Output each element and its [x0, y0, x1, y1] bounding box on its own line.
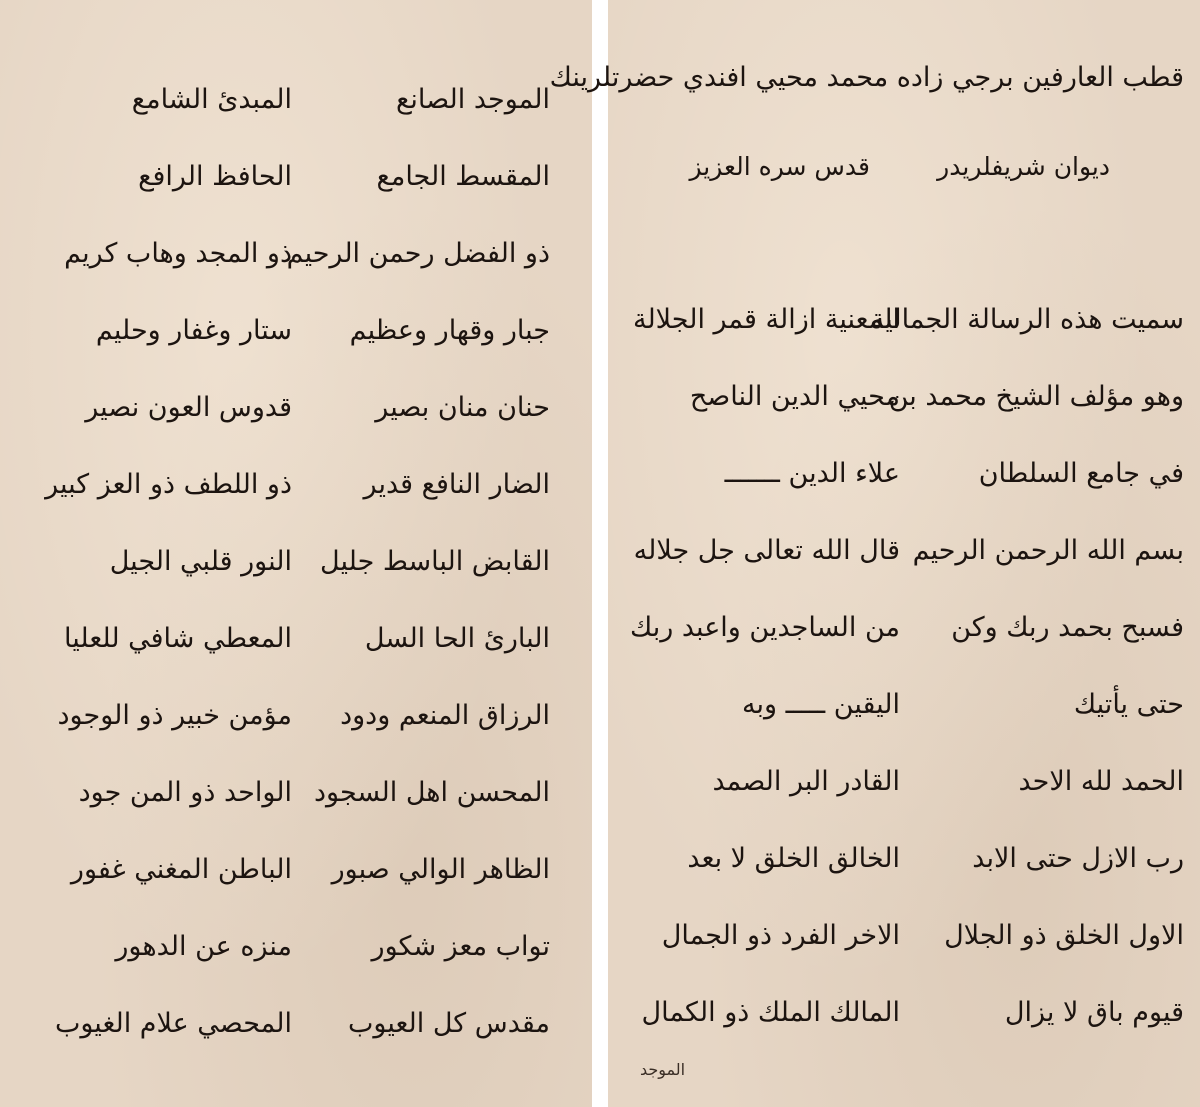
verse-line: [0, 994, 592, 1054]
second-hemistich: ذو اللطف ذو العز كبير: [45, 469, 292, 500]
verse-line: [0, 301, 592, 361]
second-hemistich: المبدئ الشامع: [131, 84, 292, 115]
second-hemistich: المحصي علام الغيوب: [54, 1008, 292, 1039]
first-hemistich: الاول الخلق ذو الجلال: [944, 920, 1184, 951]
second-hemistich: القادر البر الصمد: [712, 766, 900, 797]
manuscript-subtitle-divan: ديوان شريفلريدر: [937, 152, 1110, 181]
verse-line: [608, 598, 1200, 658]
right-manuscript-page: [549, 0, 1200, 1107]
verse-line: [608, 752, 1200, 812]
verse-line: [608, 444, 1200, 504]
verse-line: [0, 147, 592, 207]
verse-line: [608, 290, 1200, 350]
verse-line: [608, 829, 1200, 889]
first-hemistich: المحسن اهل السجود: [314, 777, 550, 808]
first-hemistich: جبار وقهار وعظيم: [349, 315, 550, 346]
second-hemistich: مؤمن خبير ذو الوجود: [57, 700, 292, 731]
first-hemistich: الموجد الصانع: [396, 84, 550, 115]
catchword: الموجد: [640, 1060, 686, 1079]
first-hemistich: تواب معز شكور: [371, 931, 550, 962]
second-hemistich: المالك الملك ذو الكمال: [641, 997, 900, 1028]
verse-line: [0, 763, 592, 823]
verse-line: [0, 917, 592, 977]
page-gutter: [592, 0, 608, 1107]
verse-line: [0, 840, 592, 900]
second-hemistich: قال الله تعالى جل جلاله: [633, 535, 900, 566]
first-hemistich: بسم الله الرحمن الرحيم: [912, 535, 1184, 566]
first-hemistich: الضار النافع قدير: [363, 469, 550, 500]
first-hemistich: سميت هذه الرسالة الجمالية: [870, 304, 1184, 335]
second-hemistich: الخالق الخلق لا بعد: [687, 843, 900, 874]
second-hemistich: ستار وغفار وحليم: [95, 315, 292, 346]
second-hemistich: الواحد ذو المن جود: [78, 777, 292, 808]
verse-line: [608, 906, 1200, 966]
first-hemistich: الحمد لله الاحد: [1018, 766, 1184, 797]
first-hemistich: ذو الفضل رحمن الرحيم: [286, 238, 550, 269]
second-hemistich: محيي الدين الناصح: [689, 381, 900, 412]
verse-line: [608, 675, 1200, 735]
manuscript-title: قطب العارفين برجي زاده محمد محيي افندي حضرتلرينك: [549, 62, 1184, 93]
left-manuscript-page: [0, 0, 592, 1107]
verse-line: [0, 455, 592, 515]
first-hemistich: قيوم باق لا يزال: [1004, 997, 1184, 1028]
verse-line: [608, 367, 1200, 427]
second-hemistich: منزه عن الدهور: [115, 931, 292, 962]
first-hemistich: وهو مؤلف الشيخ محمد بن: [888, 381, 1184, 412]
manuscript-subtitle-blessing: قدس سره العزيز: [689, 152, 870, 181]
verse-line: [0, 686, 592, 746]
verse-line: [0, 532, 592, 592]
first-hemistich: الظاهر الوالي صبور: [331, 854, 550, 885]
second-hemistich: علاء الدين ـــــــ: [724, 458, 900, 489]
first-hemistich: فسبح بحمد ربك وكن: [951, 612, 1184, 643]
second-hemistich: اليقين ـــــ وبه: [742, 689, 900, 720]
second-hemistich: المعنية ازالة قمر الجلالة: [632, 304, 900, 335]
verse-line: [0, 224, 592, 284]
verse-line: [0, 378, 592, 438]
first-hemistich: في جامع السلطان: [978, 458, 1184, 489]
verse-line: [0, 70, 592, 130]
second-hemistich: قدوس العون نصير: [85, 392, 292, 423]
first-hemistich: حنان منان بصير: [375, 392, 550, 423]
verse-line: [608, 983, 1200, 1043]
first-hemistich: حتى يأتيك: [1073, 689, 1184, 720]
first-hemistich: الرزاق المنعم ودود: [340, 700, 550, 731]
second-hemistich: من الساجدين واعبد ربك: [629, 612, 900, 643]
first-hemistich: البارئ الحا السل: [364, 623, 550, 654]
second-hemistich: ذو المجد وهاب كريم: [64, 238, 292, 269]
second-hemistich: النور قلبي الجيل: [109, 546, 292, 577]
second-hemistich: الباطن المغني غفور: [70, 854, 292, 885]
first-hemistich: القابض الباسط جليل: [320, 546, 550, 577]
second-hemistich: الاخر الفرد ذو الجمال: [661, 920, 900, 951]
first-hemistich: مقدس كل العيوب: [348, 1008, 550, 1039]
second-hemistich: الحافظ الرافع: [138, 161, 292, 192]
first-hemistich: رب الازل حتى الابد: [972, 843, 1184, 874]
second-hemistich: المعطي شافي للعليا: [64, 623, 292, 654]
first-hemistich: المقسط الجامع: [376, 161, 550, 192]
verse-line: [608, 521, 1200, 581]
verse-line: [0, 609, 592, 669]
